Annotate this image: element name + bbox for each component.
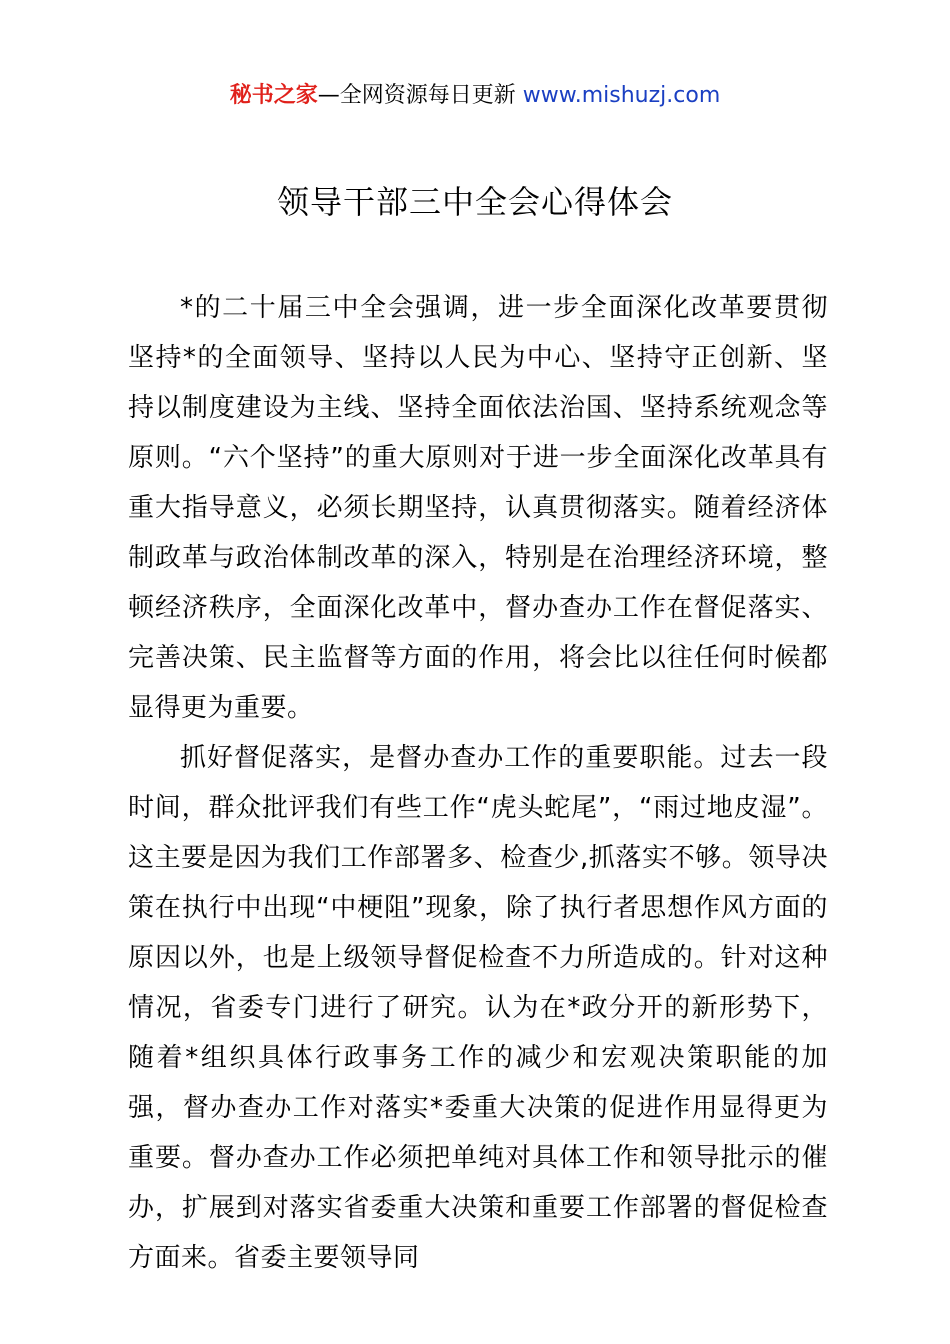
body-paragraph-2: 抓好督促落实，是督办查办工作的重要职能。过去一段时间，群众批评我们有些工作“虎头蛇尾”，“雨过地皮湿”。这主要是因为我们工作部署多、检查少,抓落实不够。领导决策在执行中出现“中梗阻”现象，除了执行者思想作风方面的原因以外，也是上级领导督促检查不力所造成的。针对这种情况，省委专门进行了研究。认为在*政分开的新形势下，随着*组织具体行政事务工作的减少和宏观决策职能的加强，督办查办工作对落实*委重大决策的促进作用显得更为重要。督办查办工作必须把单纯对具体工作和领导批示的催办，扩展到对落实省委重大决策和重要工作部署的督促检查方面来。省委主要领导同 [128, 743, 828, 1273]
document-title: 领导干部三中全会心得体会 [276, 183, 673, 221]
document-body [128, 283, 828, 1283]
site-url-link[interactable]: www.mishuzj.com [522, 83, 721, 108]
body-paragraph-1: *的二十届三中全会强调，进一步全面深化改革要贯彻坚持*的全面领导、坚持以人民为中心、坚持守正创新、坚持以制度建设为主线、坚持全面依法治国、坚持系统观念等原则。“六个坚持”的重大原则对于进一步全面深化改革具有重大指导意义，必须长期坚持，认真贯彻落实。随着经济体制政革与政治体制改革的深入，特别是在治理经济环境，整顿经济秩序，全面深化改革中，督办查办工作在督促落实、完善决策、民主监督等方面的作用，将会比以往任何时候都显得更为重要。 [128, 293, 828, 723]
site-header [0, 80, 950, 112]
header-tagline: —全网资源每日更新 [317, 83, 523, 108]
brand-name: 秘书之家 [229, 83, 318, 108]
